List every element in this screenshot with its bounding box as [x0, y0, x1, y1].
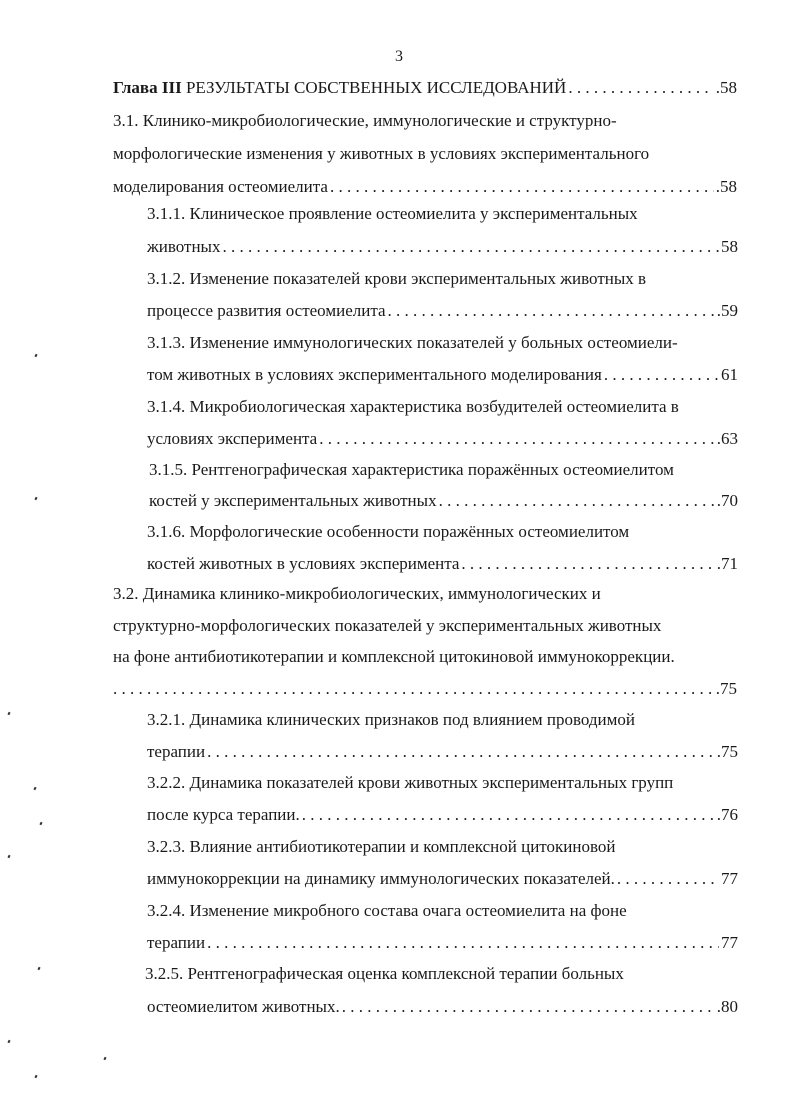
toc-page-number: .76 — [716, 805, 738, 824]
chapter-label: Глава III — [113, 78, 182, 97]
toc-entry-line: 3.1.2. Изменение показателей крови экспериментальных животных в — [147, 269, 647, 288]
toc-entry-text: животных — [147, 237, 221, 256]
toc-page-number: .80 — [716, 997, 738, 1016]
toc-page-number: .70 — [716, 491, 738, 510]
toc-page-number: 77 — [721, 933, 738, 952]
toc-page-number: .59 — [716, 301, 738, 320]
chapter-title: РЕЗУЛЬТАТЫ СОБСТВЕННЫХ ИССЛЕДОВАНИЙ — [185, 78, 567, 97]
leader-dots — [439, 490, 715, 512]
toc-entry-text: костей животных в условиях эксперимента — [147, 554, 460, 573]
toc-entry-line: 3.2.5. Рентгенографическая оценка комплексной терапии больных — [145, 964, 624, 983]
toc-entry-text: процессе развития остеомиелита — [147, 301, 386, 320]
toc-chapter-text — [113, 77, 566, 99]
leader-dots — [330, 176, 714, 198]
toc-entry-line: морфологические изменения у животных в условиях экспериментального — [113, 144, 650, 163]
leader-dots — [342, 996, 715, 1018]
toc-entry-text: остеомиелитом животных. — [147, 997, 340, 1016]
toc-entry-text: условиях эксперимента — [147, 429, 318, 448]
toc-entry-last-line — [147, 428, 738, 450]
scan-speck — [34, 497, 37, 501]
scan-speck — [37, 967, 40, 971]
scan-speck — [34, 1075, 37, 1079]
toc-entry-text: иммунокоррекции на динамику иммунологических показателей. — [147, 869, 615, 888]
leader-dots — [388, 300, 715, 322]
toc-entry-text: терапии — [147, 933, 206, 952]
toc-entry-last-line — [113, 176, 737, 198]
toc-page-number: .75 — [715, 679, 737, 698]
toc-entry-last-line — [147, 553, 738, 575]
toc-entry-line: 3.1.6. Морфологические особенности поражённых остеомиелитом — [147, 522, 630, 541]
toc-entry-last-line — [147, 741, 738, 763]
toc-page-number: .75 — [716, 742, 738, 761]
leader-dots — [207, 741, 715, 763]
toc-entry-line: структурно-морфологических показателей у экспериментальных животных — [113, 616, 662, 635]
toc-entry-last-line — [113, 678, 737, 700]
leader-dots — [302, 804, 715, 826]
toc-entry-line: 3.2. Динамика клинико-микробиологических, иммунологических и — [113, 584, 601, 603]
toc-entry-last-line — [147, 868, 738, 890]
toc-entry-line: 3.1.5. Рентгенографическая характеристика поражённых остеомиелитом — [149, 460, 674, 479]
toc-entry-line: 3.1.4. Микробиологическая характеристика возбудителей остеомиелита в — [147, 397, 679, 416]
toc-entry-line: 3.2.2. Динамика показателей крови животных экспериментальных групп — [147, 773, 674, 792]
toc-page-number: .58 — [715, 78, 737, 97]
toc-entry-text: костей у экспериментальных животных — [149, 491, 437, 510]
page-number: 3 — [395, 48, 403, 65]
toc-entry-line: 3.1. Клинико-микробиологические, иммунологические и структурно- — [113, 111, 617, 130]
scan-speck — [103, 1057, 106, 1061]
leader-dots — [461, 553, 714, 575]
toc-entry-last-line — [147, 996, 738, 1018]
leader-dots — [222, 236, 719, 258]
leader-dots — [604, 364, 719, 386]
toc-entry-last-line — [147, 300, 738, 322]
toc-entry-text: моделирования остеомиелита — [113, 177, 328, 196]
toc-entry-line: 3.2.1. Динамика клинических признаков под влиянием проводимой — [147, 710, 636, 729]
toc-entry-last-line — [147, 804, 738, 826]
toc-page-number: 77 — [721, 869, 738, 888]
scan-speck — [33, 787, 36, 791]
toc-page-number: .58 — [715, 177, 737, 196]
scan-speck — [34, 354, 37, 358]
toc-entry-last-line — [147, 236, 738, 258]
leader-dots — [617, 868, 719, 890]
toc-entry-last-line — [149, 490, 738, 512]
toc-entry-text: том животных в условиях экспериментального моделирования — [147, 365, 602, 384]
toc-page-number: .63 — [716, 429, 738, 448]
leader-dots — [207, 932, 719, 954]
toc-page-number: 61 — [721, 365, 738, 384]
scan-speck — [39, 822, 42, 826]
leader-dots — [568, 77, 713, 99]
toc-entry-line: 3.1.1. Клиническое проявление остеомиелита у экспериментальных — [147, 204, 638, 223]
toc-entry-line: 3.1.3. Изменение иммунологических показателей у больных остеомиели- — [147, 333, 678, 352]
toc-entry-line: 3.2.4. Изменение микробного состава очага остеомиелита на фоне — [147, 901, 627, 920]
leader-dots — [319, 428, 715, 450]
scan-speck — [7, 1040, 10, 1044]
scan-speck — [7, 855, 10, 859]
toc-page-number: .71 — [716, 554, 738, 573]
leader-dots — [113, 678, 714, 700]
toc-entry-line: на фоне антибиотикотерапии и комплексной цитокиновой иммунокоррекции. — [113, 647, 675, 666]
toc-entry-line: 3.2.3. Влияние антибиотикотерапии и комплексной цитокиновой — [147, 837, 616, 856]
scan-speck — [7, 712, 10, 716]
toc-page-number: 58 — [721, 237, 738, 256]
toc-entry-last-line — [147, 932, 738, 954]
toc-entry-text: терапии — [147, 742, 206, 761]
toc-entry-text: после курса терапии. — [147, 805, 300, 824]
toc-chapter-heading — [113, 77, 737, 99]
toc-entry-last-line — [147, 364, 738, 386]
